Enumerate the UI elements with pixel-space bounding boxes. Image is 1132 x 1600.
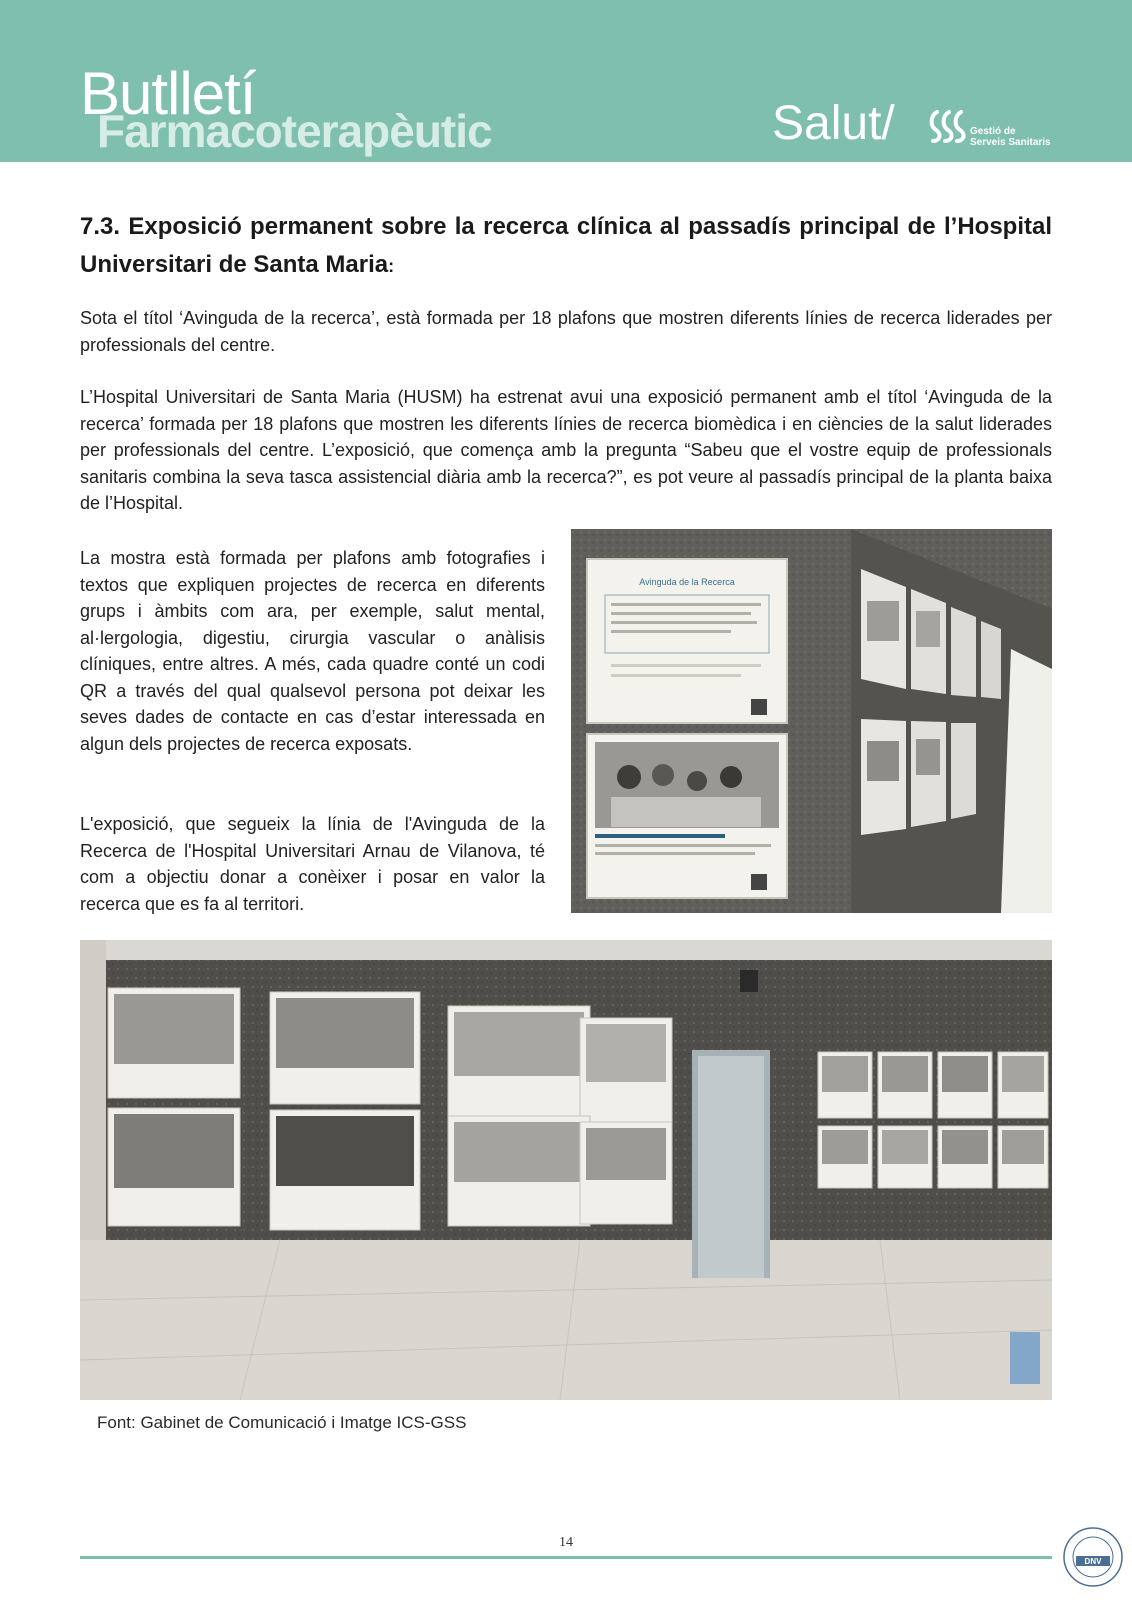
svg-text:DNV: DNV <box>1084 1557 1102 1566</box>
bulletin-title-line1: Butlletí <box>80 60 256 127</box>
body-paragraph-2: La mostra està formada per plafons amb fotografies i textos que expliquen projectes de recerca en diferents grups i àmbits com ara, per exemple, salut mental, al·lergologia, digestiu, cirurgia vascular o anàlisis clíniques, entre altres. A més, cada quadre conté un codi QR a través del qual qualsevol persona pot deixar les seves dades de contacte en cas d’estar interessada en algun dels projectes de recerca exposats. <box>80 548 545 754</box>
photo-caption: Font: Gabinet de Comunicació i Imatge ICS-GSS <box>97 1413 467 1432</box>
salut-logo-text: Salut/ <box>772 97 895 150</box>
body-paragraph-3: L'exposició, que segueix la línia de l'Avinguda de la Recerca de l'Hospital Universitari Arnau de Vilanova, té com a objectiu donar a conèixer i posar en valor la recerca que es fa al territori. <box>80 814 545 914</box>
poster-title-text: Avinguda de la Recerca <box>639 577 735 587</box>
section-title: 7.3. Exposició permanent sobre la recerca clínica al passadís principal de l’Hospital Universitari de Santa Maria: <box>80 213 1052 278</box>
footer-divider <box>80 1556 1052 1559</box>
bulletin-title-line2: Farmacoterapèutic <box>97 105 492 157</box>
gss-logo-icon <box>928 108 968 144</box>
exhibition-photo-corridor-image <box>571 529 1052 913</box>
exhibition-photo-corridor <box>571 529 1052 913</box>
gss-logo-text: Gestió de Serveis Sanitaris <box>970 126 1051 148</box>
certification-seal-icon <box>1062 1526 1124 1588</box>
exhibition-photo-hall-image <box>80 940 1052 1400</box>
intro-paragraph: Sota el títol ‘Avinguda de la recerca’, està formada per 18 plafons que mostren diferents línies de recerca liderades per professionals del centre. <box>80 308 1052 355</box>
page-number: 14 <box>559 1535 573 1550</box>
header-banner <box>0 0 1132 162</box>
exhibition-photo-hall <box>80 940 1052 1400</box>
body-paragraph-1: L’Hospital Universitari de Santa Maria (HUSM) ha estrenat avui una exposició permanent amb el títol ‘Avinguda de la recerca’ formada per 18 plafons que mostren les diferents línies de recerca biomèdica i en ciències de la salut liderades per professionals del centre. L’exposició, que comença amb la pregunta “Sabeu que el vostre equip de professionals sanitaris combina la seva tasca assistencial diària amb la recerca?”, es pot veure al passadís principal de la planta baixa de l’Hospital. <box>80 387 1052 513</box>
